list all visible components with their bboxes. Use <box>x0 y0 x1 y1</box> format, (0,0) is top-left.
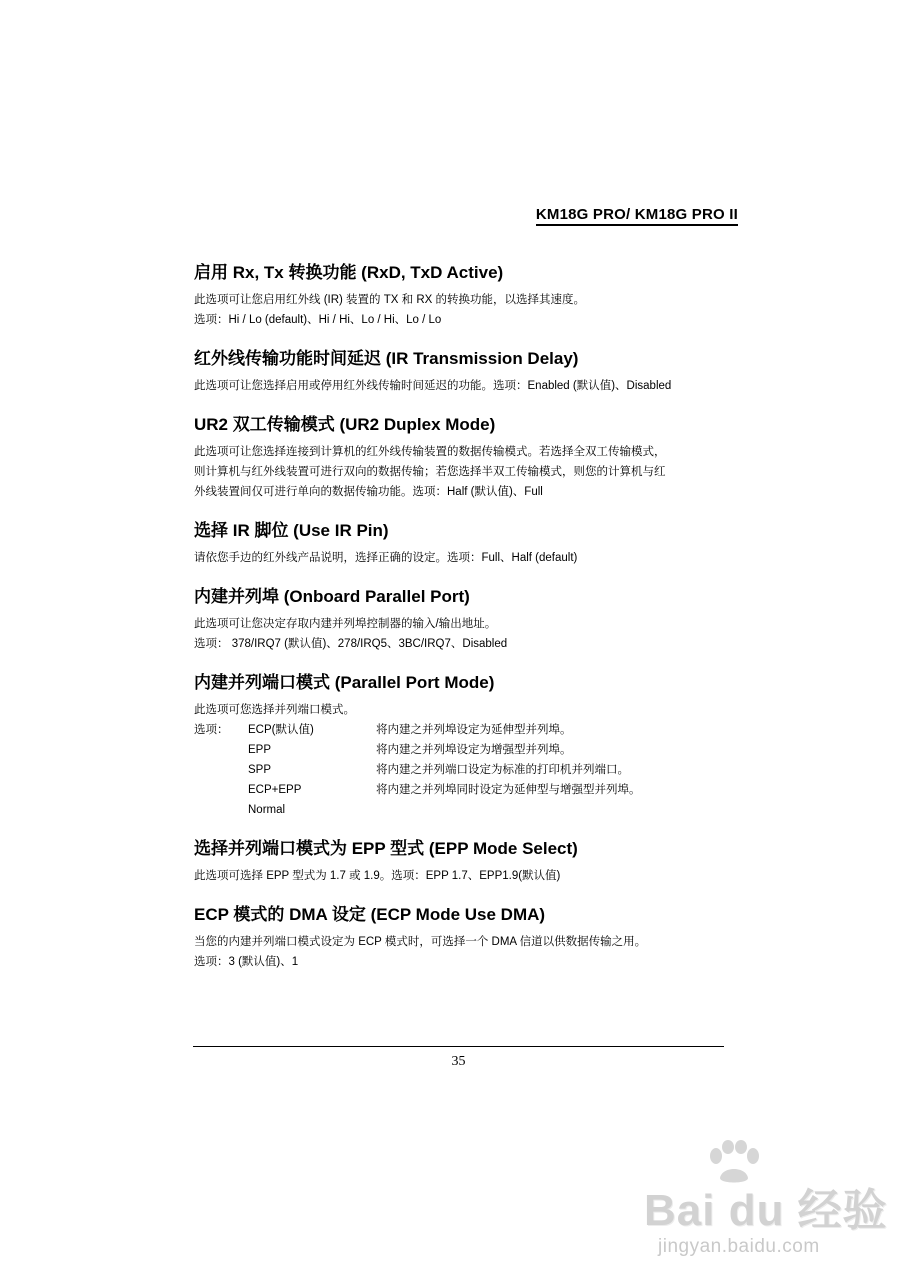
section-options: 选项：Hi / Lo (default)、Hi / Hi、Lo / Hi、Lo / Lo <box>194 314 442 326</box>
section-title: ECP 模式的 DMA 设定 (ECP Mode Use DMA) <box>194 905 546 924</box>
watermark-brand: Bai du 经验 <box>644 1186 888 1235</box>
option-description <box>376 800 641 820</box>
option-description: 将内建之并列埠同时设定为延伸型与增强型并列埠。 <box>376 784 641 796</box>
section-rx-tx-active <box>194 262 754 330</box>
option-row <box>194 740 641 760</box>
option-name: Normal <box>248 804 286 816</box>
section-title: 选择并列端口模式为 EPP 型式 (EPP Mode Select) <box>194 839 578 858</box>
section-ir-transmission-delay <box>194 348 754 396</box>
section-options: 选项：3 (默认值)、1 <box>194 956 299 968</box>
section-onboard-parallel-port <box>194 586 754 654</box>
section-use-ir-pin <box>194 520 754 568</box>
option-name: ECP+EPP <box>248 784 302 796</box>
options-label: 选项： <box>194 724 229 736</box>
section-text: 则计算机与红外线装置可进行双向的数据传输；若您选择半双工传输模式，则您的计算机与红 <box>194 466 666 478</box>
section-title: 内建并列端口模式 (Parallel Port Mode) <box>194 673 495 692</box>
option-row <box>194 760 641 780</box>
section-text: 此选项可让您选择启用或停用红外线传输时间延迟的功能。选项：Enabled (默认值)、Disabled <box>194 380 672 392</box>
section-options: 选项： 378/IRQ7 (默认值)、278/IRQ5、3BC/IRQ7、Disabled <box>194 638 508 650</box>
section-text: 请依您手边的红外线产品说明，选择正确的设定。选项：Full、Half (default) <box>194 552 578 564</box>
section-ecp-mode-dma <box>194 904 754 972</box>
section-parallel-port-mode <box>194 672 754 820</box>
document-body <box>194 262 754 990</box>
option-name: EPP <box>248 744 272 756</box>
section-text: 此选项可让您选择连接到计算机的红外线传输装置的数据传输模式。若选择全双工传输模式， <box>194 446 666 458</box>
baidu-watermark <box>640 1140 890 1270</box>
model-name: KM18G PRO/ KM18G PRO II <box>536 206 738 226</box>
page-number: 35 <box>451 1054 466 1069</box>
section-text: 外线装置间仅可进行单向的数据传输功能。选项：Half (默认值)、Full <box>194 486 543 498</box>
section-title: 启用 Rx, Tx 转换功能 (RxD, TxD Active) <box>194 263 504 282</box>
section-epp-mode-select <box>194 838 754 886</box>
footer-rule <box>193 1046 724 1047</box>
section-title: 选择 IR 脚位 (Use IR Pin) <box>194 521 389 540</box>
section-text: 此选项可让您启用红外线 (IR) 装置的 TX 和 RX 的转换功能，以选择其速度。 <box>194 294 585 306</box>
section-title: 红外线传输功能时间延迟 (IR Transmission Delay) <box>194 349 579 368</box>
page-header <box>500 206 738 223</box>
section-text: 此选项可选择 EPP 型式为 1.7 或 1.9。选项：EPP 1.7、EPP1.9(默认值) <box>194 870 561 882</box>
options-table <box>194 720 641 820</box>
section-text: 当您的内建并列端口模式设定为 ECP 模式时，可选择一个 DMA 信道以供数据传输之用。 <box>194 936 647 948</box>
option-row <box>194 780 641 800</box>
option-name: ECP(默认值) <box>248 724 314 736</box>
section-title: UR2 双工传输模式 (UR2 Duplex Mode) <box>194 415 496 434</box>
option-description: 将内建之并列埠设定为延伸型并列埠。 <box>376 724 572 736</box>
section-title: 内建并列埠 (Onboard Parallel Port) <box>194 587 470 606</box>
watermark-url: jingyan.baidu.com <box>658 1236 820 1257</box>
section-text: 此选项可让您决定存取内建并列埠控制器的输入/输出地址。 <box>194 618 497 630</box>
option-description: 将内建之并列端口设定为标准的打印机并列端口。 <box>376 764 629 776</box>
section-text: 此选项可您选择并列端口模式。 <box>194 704 355 716</box>
section-ur2-duplex-mode <box>194 414 754 502</box>
option-description: 将内建之并列埠设定为增强型并列埠。 <box>376 744 572 756</box>
option-row <box>194 800 641 820</box>
option-name: SPP <box>248 764 272 776</box>
option-row <box>194 720 641 740</box>
